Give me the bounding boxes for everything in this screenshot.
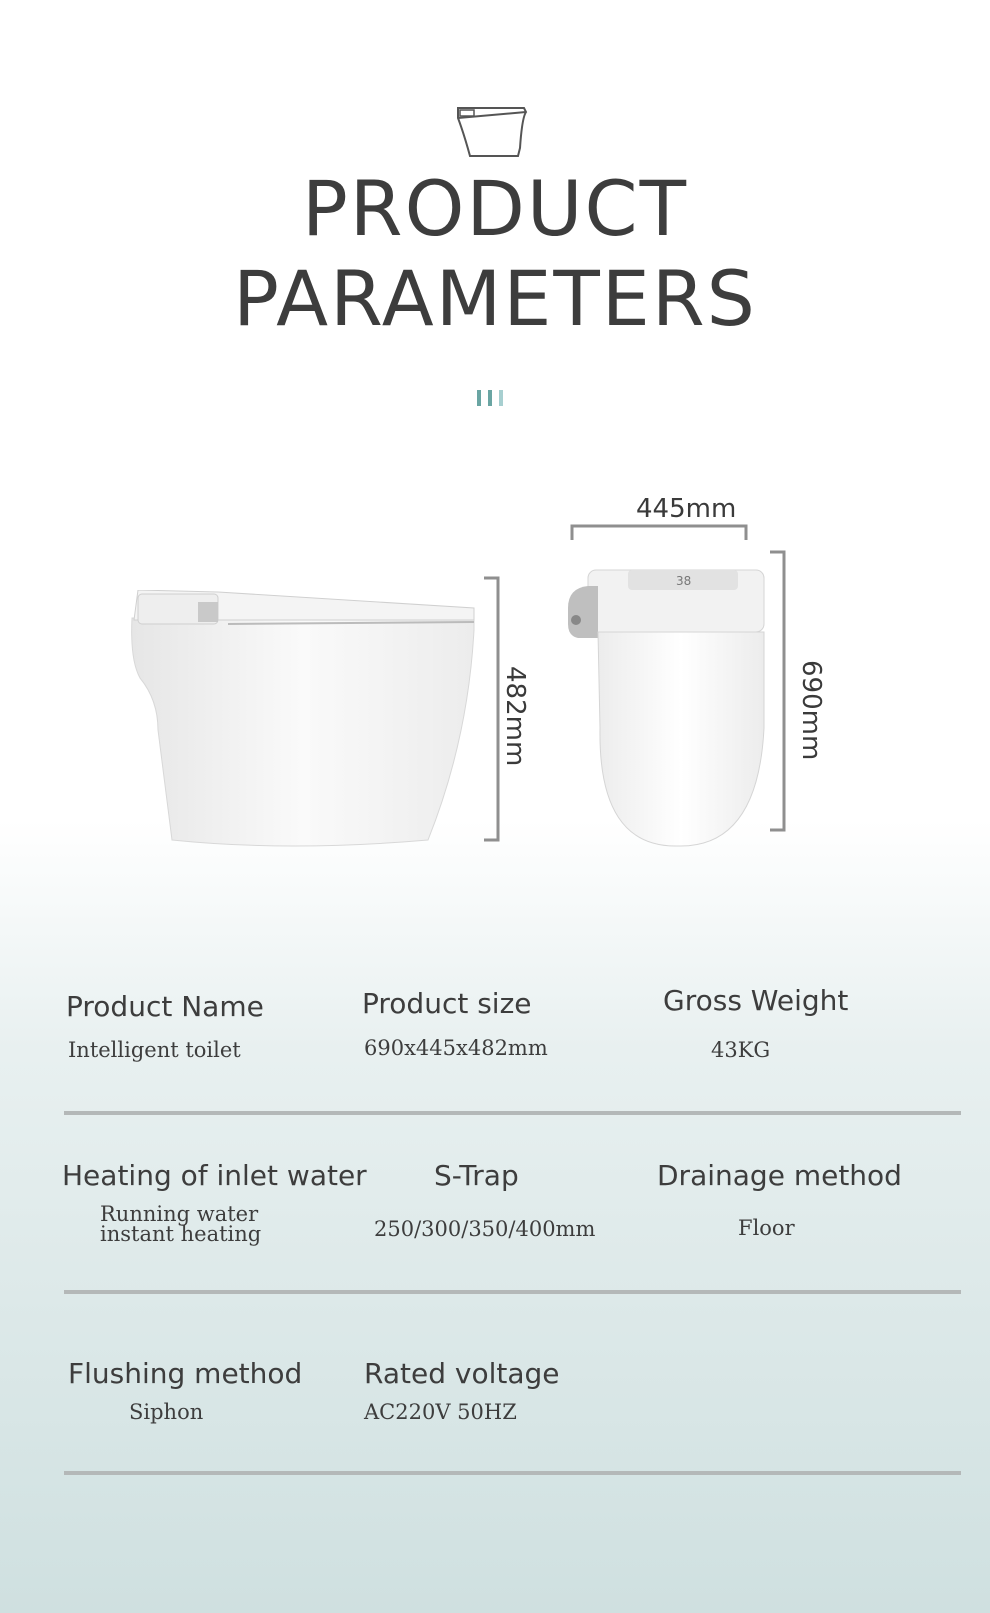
param-value-heating-line2: instant heating [100, 1222, 262, 1246]
display-readout: 38 [676, 574, 692, 588]
row-divider [64, 1290, 961, 1294]
page-title-line1: PRODUCT [301, 164, 689, 253]
page-title-line2: PARAMETERS [233, 254, 757, 343]
param-value-product-name: Intelligent toilet [68, 1038, 241, 1062]
param-label-drainage: Drainage method [657, 1159, 902, 1192]
param-label-heating: Heating of inlet water [62, 1159, 367, 1192]
param-value-heating-line1: Running water [100, 1202, 259, 1226]
param-value-flushing: Siphon [129, 1400, 204, 1424]
dimension-depth-label: 690mm [796, 660, 826, 761]
row-divider [64, 1111, 961, 1115]
depth-bracket [768, 550, 788, 832]
param-value-rated-voltage: AC220V 50HZ [364, 1400, 517, 1424]
param-value-drainage: Floor [738, 1216, 795, 1240]
param-value-gross-weight: 43KG [711, 1038, 771, 1062]
param-label-s-trap: S-Trap [434, 1159, 519, 1192]
param-label-product-name: Product Name [66, 990, 264, 1023]
param-value-product-size: 690x445x482mm [364, 1036, 548, 1060]
height-bracket [482, 576, 502, 842]
row-divider [64, 1471, 961, 1475]
dimension-height-label: 482mm [500, 666, 530, 767]
title-divider [477, 390, 510, 408]
front-view-image [568, 568, 768, 868]
param-label-gross-weight: Gross Weight [663, 984, 849, 1017]
param-label-rated-voltage: Rated voltage [364, 1357, 560, 1390]
width-bracket [570, 522, 750, 542]
param-value-s-trap: 250/300/350/400mm [374, 1217, 596, 1241]
dimension-width-label: 445mm [636, 494, 737, 524]
param-label-flushing: Flushing method [68, 1357, 303, 1390]
param-label-product-size: Product size [362, 987, 532, 1020]
side-view-image [128, 590, 490, 856]
toilet-icon [456, 104, 534, 160]
